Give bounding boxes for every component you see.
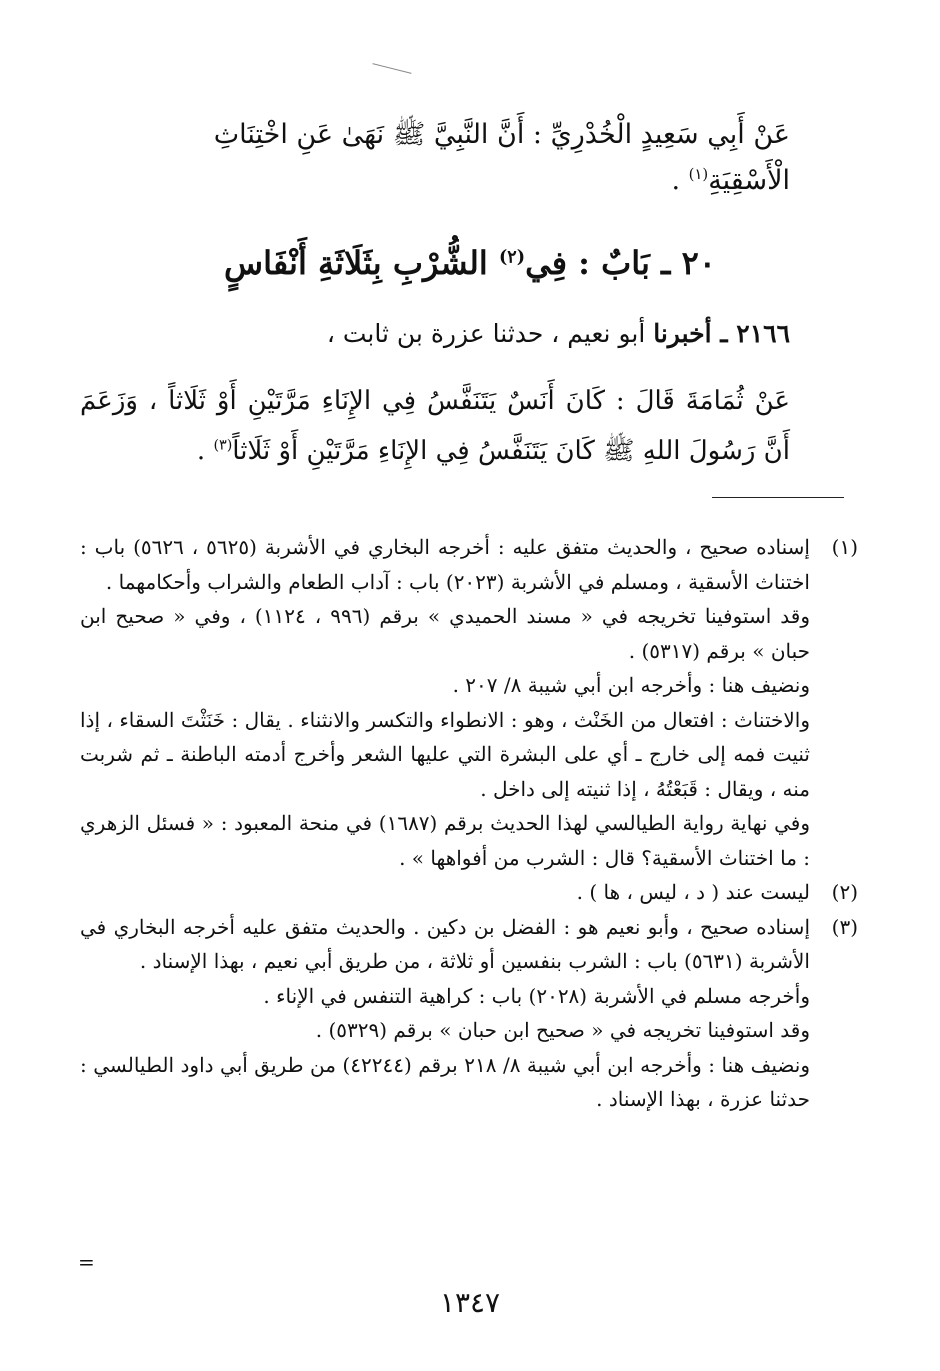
- footnotes: [80, 530, 858, 1117]
- hadith-matn: [80, 376, 790, 476]
- footnote-paragraph: وأخرجه مسلم في الأشربة (٢٠٢٨) باب : كراهية التنفس في الإناء .: [263, 983, 810, 1008]
- page-number: ١٣٤٧: [439, 1286, 501, 1319]
- footnote-paragraph: ليست عند ( د ، ليس ، ها ) .: [576, 880, 810, 904]
- footnote-paragraph: ونضيف هنا : وأخرجه ابن أبي شيبة ٨/ ٢١٨ برقم (٤٢٢٤٤) من طريق أبي داود الطيالسي : حدثنا عزرة ، بهذا الإسناد .: [80, 1052, 810, 1111]
- footnote-paragraph: والاختناث : افتعال من الخَنْث ، وهو : الانطواء والتكسر والانثناء . يقال : خَنَثْتَ السقاء ، إذا ثنيت فمه إلى خارج ـ أي على البشرة التي عليها الشعر وأخرج أدمته الباطنة ـ ثم شربت منه ، ويقال : قَبَعْتُهُ ، إذا ثنيته إلى داخل .: [80, 707, 810, 801]
- footnote-separator: [712, 497, 844, 498]
- footnote-paragraph: وفي نهاية رواية الطيالسي لهذا الحديث برقم (١٦٨٧) في منحة المعبود : « فسئل الزهري : ما اختناث الأسقية؟ قال : الشرب من أفواهها » .: [80, 811, 811, 870]
- chapter-number-label: ٢٠ ـ بَابٌ : فِي: [525, 244, 716, 282]
- previous-hadith-body: عَنْ أَبِي سَعِيدٍ الْخُدْرِيِّ : أَنَّ النَّبِيَّ ﷺ نَهَىٰ عَنِ اخْتِنَاثِ الْأَسْقِيَةِ: [213, 119, 790, 196]
- footnote-ref-1[interactable]: (١): [688, 165, 709, 183]
- footnote-ref-3[interactable]: (٣): [213, 437, 233, 454]
- matn-end: .: [196, 436, 214, 466]
- footnote-1: [80, 530, 858, 875]
- footnote-paragraph: إسناده صحيح ، وأبو نعيم هو : الفضل بن دكين . والحديث متفق عليه أخرجه البخاري في الأشربة (٥٦٣١) باب : الشرب بنفسين أو ثلاثة ، من طريق أبي نعيم ، بهذا الإسناد .: [80, 914, 810, 973]
- hadith-isnad: [90, 312, 790, 356]
- footnote-paragraph: إسناده صحيح ، والحديث متفق عليه : أخرجه البخاري في الأشربة (٥٦٢٥ ، ٥٦٢٦) باب : اختناث الأسقية ، ومسلم في الأشربة (٢٠٢٣) باب : آداب الطعام والشراب وأحكامهما .: [80, 535, 810, 594]
- footnote-body: [80, 875, 810, 910]
- matn-text: عَنْ ثُمَامَةَ قَالَ : كَانَ أَنَسٌ يَتَنَفَّسُ فِي الإِنَاءِ مَرَّتَيْنِ أَوْ ثَلَاثاً ، وَزَعَمَ أَنَّ رَسُولَ اللهِ ﷺ كَانَ يَتَنَفَّسُ فِي الإِنَاءِ مَرَّتَيْنِ أَوْ ثَلَاثاً: [80, 386, 790, 466]
- footnote-ref-2[interactable]: (٢): [498, 246, 526, 268]
- footnote-3: [80, 910, 858, 1117]
- isnad-chain: أبو نعيم ، حدثنا عزرة بن ثابت ،: [326, 319, 654, 348]
- footnote-2: [80, 875, 858, 910]
- hadith-number: ٢١٦٦ ـ أخبرنا: [653, 319, 790, 348]
- scan-mark: [372, 63, 411, 74]
- footnote-body: [80, 530, 810, 875]
- previous-hadith-end: .: [671, 165, 689, 196]
- footnote-number: (٣): [831, 914, 858, 939]
- footnote-body: [80, 910, 810, 1117]
- footnote-paragraph: وقد استوفينا تخريجه في « صحيح ابن حبان » برقم (٥٣٢٩) .: [315, 1018, 810, 1042]
- footnote-number: (١): [831, 535, 858, 559]
- chapter-title: الشُّرْبِ بِثَلَاثَةِ أَنْفَاسٍ: [224, 244, 499, 282]
- footnote-paragraph: وقد استوفينا تخريجه في « مسند الحميدي » برقم (٩٩٦ ، ١١٢٤) ، وفي « صحيح ابن حبان » برقم (٥٣١٧) .: [80, 604, 811, 663]
- chapter-heading: [0, 238, 940, 288]
- footnote-paragraph: ونضيف هنا : وأخرجه ابن أبي شيبة ٨/ ٢٠٧ .: [452, 673, 810, 697]
- continuation-mark: =: [78, 1250, 95, 1274]
- footnote-number: (٢): [831, 880, 858, 904]
- previous-hadith-text: [110, 112, 790, 204]
